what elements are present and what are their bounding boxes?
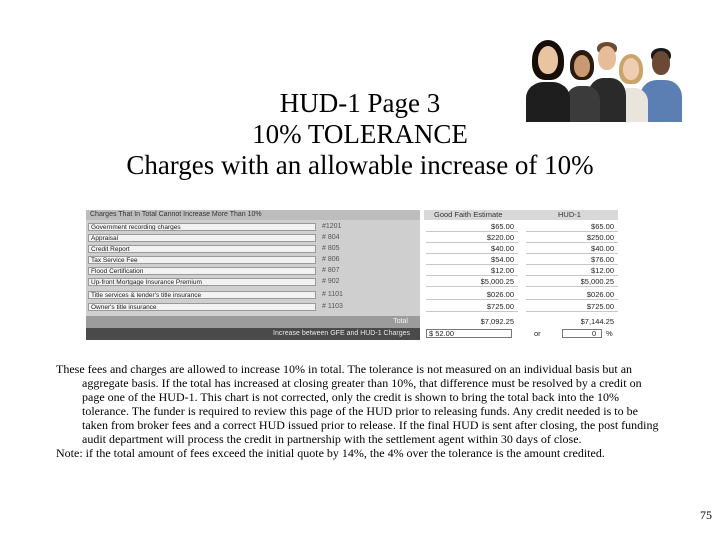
percent-sign: % <box>606 329 613 338</box>
row-line-number: # 806 <box>322 256 340 263</box>
title-line-1: HUD-1 Page 3 <box>279 88 441 118</box>
row-hud-amount: $76.00 <box>526 255 618 265</box>
row-hud-amount: $65.00 <box>526 222 618 232</box>
or-label: or <box>534 329 541 338</box>
row-gfe-amount: $026.00 <box>426 290 518 300</box>
row-hud-amount: $725.00 <box>526 302 618 312</box>
row-hud-amount: $12.00 <box>526 266 618 276</box>
table-row <box>86 290 626 300</box>
explanation-paragraph: These fees and charges are allowed to increase 10% in total. The tolerance is not measured on an individual basis but an aggregate basis. If the total has increased at closing greater than 10%, that difference must be resolved by a credit on page one of the HUD-1. This chart is not corrected, only the credit is shown to bring the total back into the 10% tolerance. The funder is required to review this page of the HUD prior to releasing funds. Any credit needed is to be taken from broker fees and a correct HUD issued prior to release. If the final HUD is sent after closing, the post funding audit department will process the credit in partnership with the settlement agent within 30 days of close. <box>56 362 659 446</box>
increase-values <box>426 328 626 340</box>
row-line-number: # 805 <box>322 245 340 252</box>
explanation-text <box>56 362 662 460</box>
row-gfe-amount: $40.00 <box>426 244 518 254</box>
row-description: Appraisal <box>88 234 316 242</box>
person-figure <box>524 38 572 122</box>
increase-label: Increase between GFE and HUD-1 Charges <box>86 328 420 340</box>
row-gfe-amount: $54.00 <box>426 255 518 265</box>
row-description: Government recording charges <box>88 223 316 231</box>
row-hud-amount: $250.00 <box>526 233 618 243</box>
row-line-number: #1201 <box>322 223 342 230</box>
total-label: Total <box>86 316 420 328</box>
hud1-tolerance-table <box>86 210 626 340</box>
table-row <box>86 255 626 265</box>
increase-percent: 0 <box>592 329 597 338</box>
row-description: Flood Certification <box>88 267 316 275</box>
row-hud-amount: $5,000.25 <box>526 277 618 287</box>
section-header: Charges That In Total Cannot Increase More Than 10% <box>86 210 420 220</box>
page-number: 75 <box>700 508 712 522</box>
row-line-number: # 1103 <box>322 303 343 310</box>
title-line-3: Charges with an allowable increase of 10% <box>126 150 594 180</box>
row-description: Owner's title insurance <box>88 303 316 311</box>
total-hud-amount: $7,144.25 <box>580 317 614 326</box>
table-row <box>86 277 626 287</box>
row-description: Credit Report <box>88 245 316 253</box>
row-line-number: # 807 <box>322 267 340 274</box>
table-row <box>86 222 626 232</box>
explanation-note: Note: if the total amount of fees exceed the initial quote by 14%, the 4% over the tolerance is the amount credited. <box>56 446 605 460</box>
row-gfe-amount: $5,000.25 <box>426 277 518 287</box>
gfe-column-header: Good Faith Estimate <box>434 210 503 219</box>
hud-column-header: HUD-1 <box>558 210 581 219</box>
row-gfe-amount: $12.00 <box>426 266 518 276</box>
total-gfe-amount: $7,092.25 <box>480 317 514 326</box>
row-line-number: # 804 <box>322 234 340 241</box>
row-line-number: # 902 <box>322 278 340 285</box>
column-headers <box>424 210 618 220</box>
row-gfe-amount: $725.00 <box>426 302 518 312</box>
table-row <box>86 233 626 243</box>
increase-amount: $ 52.00 <box>429 329 455 338</box>
title-line-2: 10% TOLERANCE <box>252 119 468 149</box>
row-line-number: # 1101 <box>322 291 343 298</box>
row-gfe-amount: $65.00 <box>426 222 518 232</box>
row-description: Title services & lender's title insurance <box>88 291 316 299</box>
row-description: Up-front Mortgage Insurance Premium <box>88 278 316 286</box>
row-hud-amount: $40.00 <box>526 244 618 254</box>
row-description: Tax Service Fee <box>88 256 316 264</box>
people-photo <box>520 36 688 122</box>
row-hud-amount: $026.00 <box>526 290 618 300</box>
row-gfe-amount: $220.00 <box>426 233 518 243</box>
table-row <box>86 266 626 276</box>
table-row <box>86 244 626 254</box>
table-row <box>86 302 626 312</box>
